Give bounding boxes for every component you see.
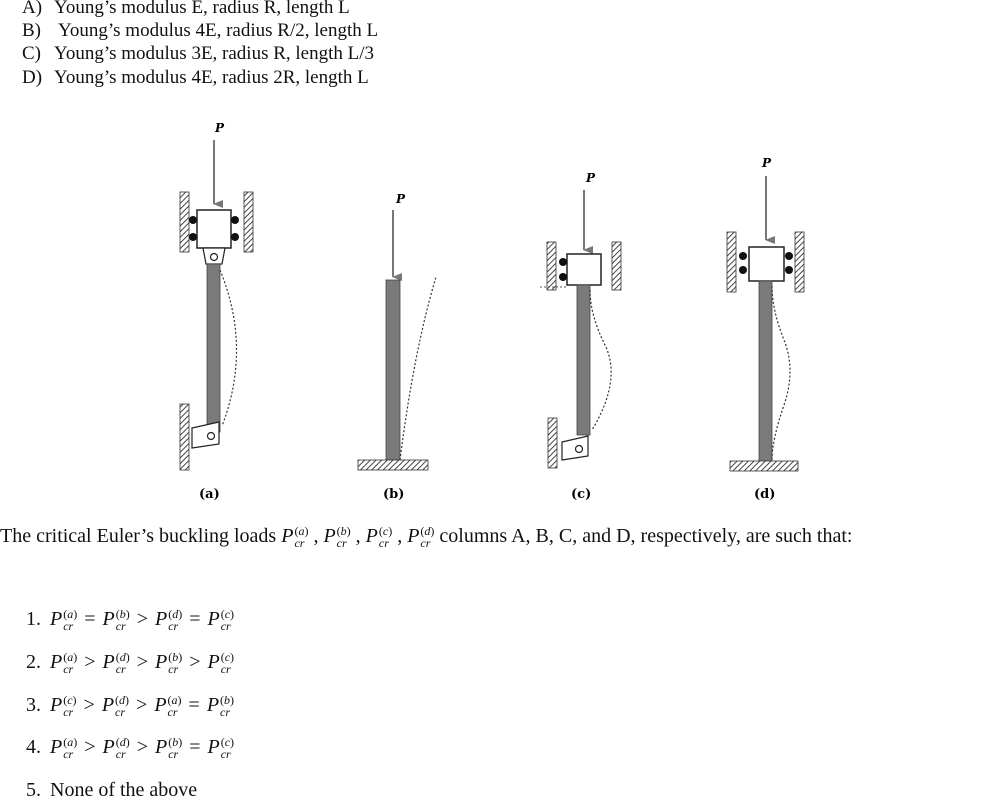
wall-right-top-a	[244, 192, 253, 252]
wall-bottom-c	[548, 418, 557, 468]
load-term: P (b) cr	[102, 607, 130, 634]
option-d-text: Young’s modulus 4E, radius 2R, length L	[54, 67, 369, 88]
relation-symbol: =	[189, 608, 201, 630]
load-label-a: P	[215, 121, 225, 135]
bottom-pin-c	[562, 436, 588, 460]
guide-block-d	[749, 247, 784, 281]
columns-diagram	[0, 100, 992, 510]
option-a-label: A)	[22, 0, 43, 18]
question-prefix: The critical Euler’s buckling loads	[0, 525, 277, 547]
column-bar-b	[386, 280, 400, 460]
load-term: P (c) cr	[207, 650, 235, 677]
load-term: P (c) cr	[50, 693, 77, 720]
load-term: P (b) cr	[155, 735, 183, 762]
relation-symbol: >	[189, 651, 201, 673]
column-b	[358, 192, 436, 502]
relation-symbol: =	[189, 736, 201, 758]
option-d	[22, 67, 369, 89]
wall-left-top-c	[547, 242, 556, 290]
relation-symbol: >	[136, 608, 148, 630]
relation-symbol: >	[84, 736, 96, 758]
buckled-shape-c	[590, 290, 611, 430]
column-bar-a	[207, 264, 220, 432]
ground-d	[730, 461, 798, 471]
ground-b	[358, 460, 428, 470]
option-c-label: C)	[22, 43, 41, 64]
load-term: P (a) cr	[154, 693, 182, 720]
option-d-label: D)	[22, 67, 43, 88]
option-b	[22, 20, 378, 42]
relation-symbol: =	[84, 608, 96, 630]
buckled-shape-a	[220, 270, 237, 426]
option-a-text: Young’s modulus E, radius R, length L	[54, 0, 350, 18]
answer-choice-3	[26, 694, 234, 718]
column-a	[180, 121, 253, 502]
columns-figure	[0, 100, 992, 510]
answer-choice-1	[26, 608, 234, 632]
answer-choice-2	[26, 651, 234, 675]
load-label-d: P	[762, 156, 772, 170]
load-symbol-d: P (d) cr	[407, 524, 435, 551]
column-d	[727, 156, 804, 502]
wall-bottom-a	[180, 404, 189, 470]
caption-d: (d)	[754, 487, 776, 502]
caption-b: (b)	[383, 487, 405, 502]
relation-symbol: >	[84, 651, 96, 673]
guide-block-c	[567, 254, 601, 285]
load-label-b: P	[396, 192, 406, 206]
option-a	[22, 0, 350, 19]
buckled-shape-d	[772, 286, 790, 460]
column-c	[540, 171, 621, 502]
load-term: P (d) cr	[155, 607, 183, 634]
load-symbol-b: P (b) cr	[323, 524, 351, 551]
load-term: P (a) cr	[50, 735, 78, 762]
caption-c: (c)	[571, 487, 592, 502]
wall-right-top-c	[612, 242, 621, 290]
relation-symbol: >	[136, 651, 148, 673]
answer-number: 1.	[26, 608, 41, 630]
option-b-text: Young’s modulus 4E, radius R/2, length L	[54, 20, 379, 41]
load-term: P (d) cr	[102, 735, 130, 762]
answer-number: 3.	[26, 694, 41, 716]
buckled-shape-b	[400, 277, 436, 460]
wall-left-top-d	[727, 232, 736, 292]
load-term: P (d) cr	[101, 693, 130, 720]
answer-number: 2.	[26, 651, 41, 673]
wall-left-top-a	[180, 192, 189, 252]
load-term: P (a) cr	[50, 607, 78, 634]
load-term: P (a) cr	[50, 650, 78, 677]
answer-choice-5	[26, 779, 197, 802]
relation-symbol: >	[83, 694, 95, 716]
answer-number: 4.	[26, 736, 41, 758]
answer-text: None of the above	[50, 779, 198, 801]
load-label-c: P	[586, 171, 596, 185]
caption-a: (a)	[199, 487, 220, 502]
relation-symbol: =	[188, 694, 200, 716]
column-bar-c	[577, 285, 590, 435]
answer-choice-4	[26, 736, 234, 760]
load-term: P (c) cr	[207, 735, 235, 762]
option-c-text: Young’s modulus 3E, radius R, length L/3	[54, 43, 375, 64]
load-term: P (c) cr	[207, 607, 235, 634]
load-term: P (b) cr	[206, 693, 235, 720]
option-b-label: B)	[22, 20, 41, 41]
load-symbol-c: P (c) cr	[365, 524, 393, 551]
option-c	[22, 43, 374, 65]
relation-symbol: >	[136, 694, 148, 716]
load-term: P (d) cr	[102, 650, 130, 677]
column-bar-d	[759, 281, 772, 461]
relation-symbol: >	[136, 736, 148, 758]
wall-right-top-d	[795, 232, 804, 292]
load-symbol-a: P (a) cr	[281, 524, 309, 551]
answer-number: 5.	[26, 779, 41, 801]
question-suffix: columns A, B, C, and D, respectively, are such that:	[439, 525, 853, 547]
guide-block-a	[197, 210, 231, 248]
question-stem: The critical Euler’s buckling loads P (a) cr , P (b) cr , P (c) cr , P (d) cr columns A, B, C, and D, respectively, are such that:	[0, 524, 853, 551]
load-term: P (b) cr	[155, 650, 183, 677]
